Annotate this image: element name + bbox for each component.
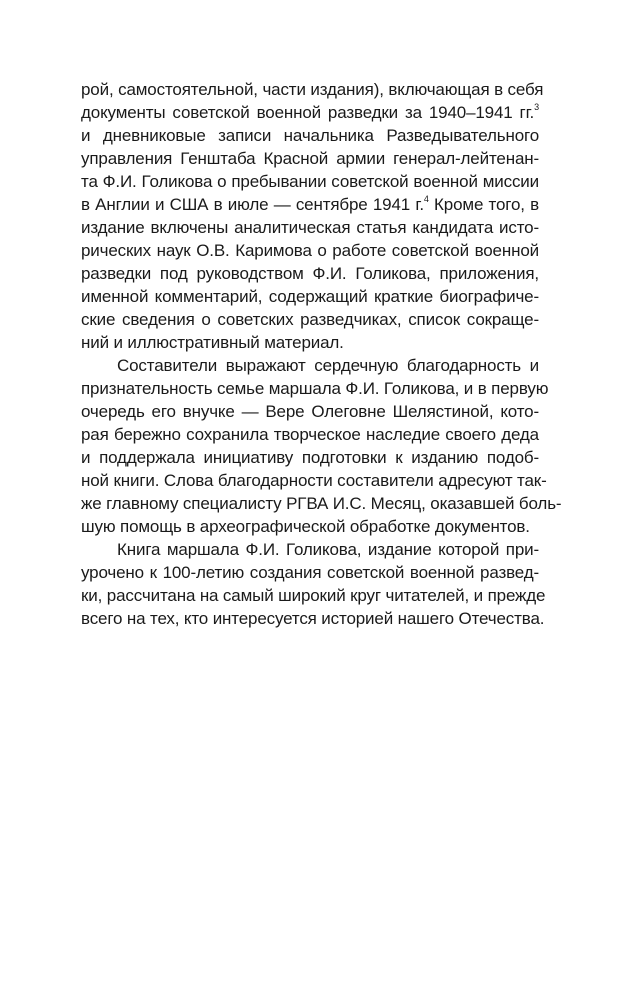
footnote-mark: 3 xyxy=(534,102,539,112)
text-line: рических наук О.В. Каримова о работе советской военной xyxy=(81,241,539,260)
text-line xyxy=(81,193,539,216)
text-line: всего на тех, кто интересуется историей нашего Отечества. xyxy=(81,609,545,628)
text-line: урочено к 100-летию создания советской военной развед- xyxy=(81,563,539,582)
text-line: ские сведения о советских разведчиках, список сокраще- xyxy=(81,310,539,329)
text-line xyxy=(81,101,539,124)
text-span: документы советской военной разведки за 1940–1941 гг. xyxy=(81,103,535,122)
text-line: рая бережно сохранила творческое наследие своего деда xyxy=(81,425,539,444)
text-line: признательность семье маршала Ф.И. Голикова, и в первую xyxy=(81,379,549,398)
text-line: та Ф.И. Голикова о пребывании советской военной миссии xyxy=(81,172,539,191)
text-line: шую помощь в археографической обработке документов. xyxy=(81,517,530,536)
text-line: Составители выражают сердечную благодарность и xyxy=(117,356,539,375)
page-body xyxy=(81,78,562,630)
text-line: Книга маршала Ф.И. Голикова, издание которой при- xyxy=(117,540,539,559)
text-line: разведки под руководством Ф.И. Голикова, приложения, xyxy=(81,264,539,283)
paragraph-2 xyxy=(81,354,562,538)
text-line: ной книги. Слова благодарности составители адресуют так- xyxy=(81,471,547,490)
text-line: ки, рассчитана на самый широкий круг читателей, и прежде xyxy=(81,586,546,605)
paragraph-3 xyxy=(81,538,546,630)
text-line: управления Генштаба Красной армии генерал-лейтенан- xyxy=(81,149,539,168)
text-line: именной комментарий, содержащий краткие биографиче- xyxy=(81,287,539,306)
text-line: издание включены аналитическая статья кандидата исто- xyxy=(81,218,539,237)
text-line: очередь его внучке — Вере Олеговне Шелястиной, кото- xyxy=(81,402,539,421)
paragraph-1 xyxy=(81,78,544,354)
text-line: рой, самостоятельной, части издания), включающая в себя xyxy=(81,80,544,99)
text-span: Кроме того, в xyxy=(428,195,539,214)
text-line: ний и иллюстративный материал. xyxy=(81,333,344,352)
text-line: и дневниковые записи начальника Разведывательного xyxy=(81,126,539,145)
footnote-mark: 4 xyxy=(423,194,429,204)
text-line: и поддержала инициативу подготовки к изданию подоб- xyxy=(81,448,539,467)
text-line: же главному специалисту РГВА И.С. Месяц, оказавшей боль- xyxy=(81,494,562,513)
text-span: в Англии и США в июле — сентябре 1941 г. xyxy=(81,195,424,214)
